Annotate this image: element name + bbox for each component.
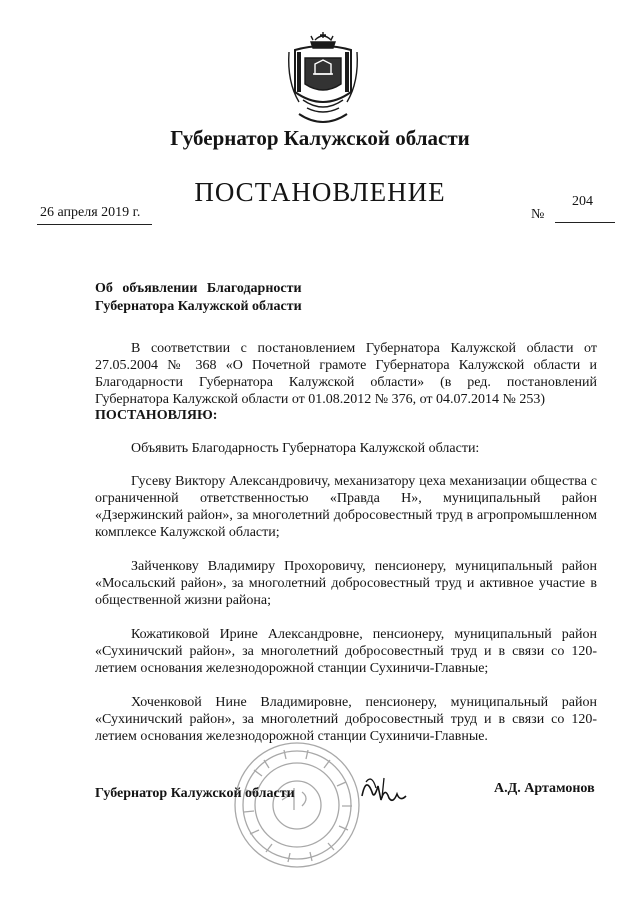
handwritten-signature-icon [358, 770, 410, 808]
announce-paragraph: Объявить Благодарность Губернатора Калужской области: [131, 441, 480, 456]
intro-paragraph: В соответствии с постановлением Губернатора Калужской области от 27.05.2004 № 368 «О Почетной грамоте Губернатора Калужской области и Благодарности Губернатора Калужской области» (в ред. постановлений Губернатора Калужской области от 01.08.2012 № 376, от 04.07.2014 № 253) [95, 341, 597, 407]
award-item: Хоченковой Нине Владимировне, пенсионеру, муниципальный район «Сухиничский район», за многолетний добросовестный труд и в связи со 120-летием основания железнодорожной станции Сухиничи-Главные. [95, 695, 597, 744]
coat-of-arms-icon [285, 30, 361, 128]
award-item: Зайченкову Владимиру Прохоровичу, пенсионеру, муниципальный район «Мосальский район», за многолетний добросовестный труд и активное участие в общественной жизни района; [95, 559, 597, 608]
award-item: Гусеву Виктору Александровичу, механизатору цеха механизации общества с ограниченной ответственностью «Правда Н», муниципальный район «Дзержинский район», за многолетний добросовестный труд в агропромышленном комплексе Калужской области; [95, 474, 597, 540]
date-underline [37, 224, 152, 225]
signatory-title: Губернатор Калужской области [95, 786, 295, 801]
number-underline [555, 222, 615, 223]
governor-title: Губернатор Калужской области [170, 126, 470, 150]
document-number: 204 [572, 194, 593, 209]
subject-line-1: Об объявлении Благодарности [95, 281, 302, 296]
document-subject [95, 280, 375, 316]
document-type-title: ПОСТАНОВЛЕНИЕ [194, 177, 446, 207]
decree-word: ПОСТАНОВЛЯЮ: [95, 408, 218, 423]
signatory-name: А.Д. Артамонов [494, 781, 595, 796]
document-date: 26 апреля 2019 г. [40, 205, 141, 220]
official-stamp-icon [232, 740, 362, 870]
award-item: Кожатиковой Ирине Александровне, пенсионеру, муниципальный район «Сухиничский район», за многолетний добросовестный труд и в связи со 120-летием основания железнодорожной станции Сухиничи-Главные; [95, 627, 597, 676]
subject-line-2: Губернатора Калужской области [95, 299, 302, 314]
document-number-prefix: № [531, 207, 545, 222]
